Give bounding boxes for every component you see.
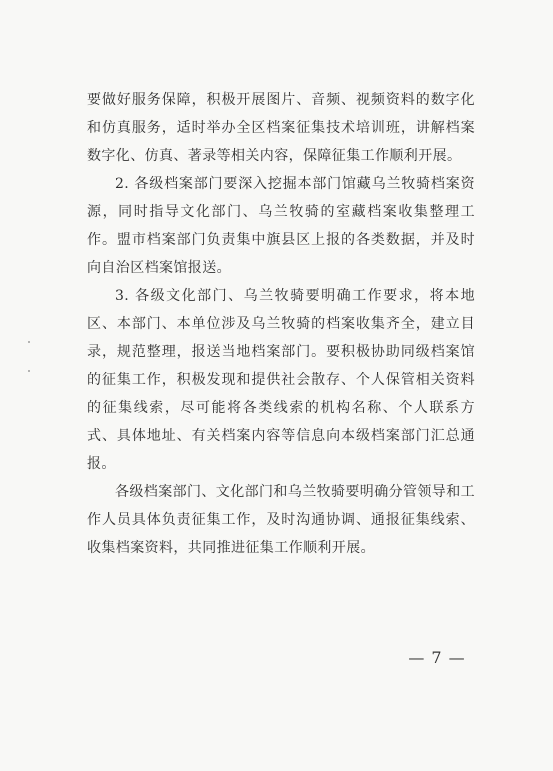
paragraph-closing: 各级档案部门、文化部门和乌兰牧骑要明确分管领导和工作人员具体负责征集工作，及时沟通协调、通报征集线索、收集档案资料，共同推进征集工作顺利开展。: [87, 484, 475, 556]
scan-mark-dot: [28, 341, 30, 343]
scan-mark-dot: [28, 370, 30, 372]
paragraph-item-3: 3. 各级文化部门、乌兰牧骑要明确工作要求，将本地区、本部门、本单位涉及乌兰牧骑的档案收集齐全，建立目录，规范整理，报送当地档案部门。要积极协助同级档案馆的征集工作，积极发现和提供社会散存、个人保管相关资料的征集线索，尽可能将各类线索的机构名称、个人联系方式、具体地址、有关档案内容等信息向本级档案部门汇总通报。: [87, 288, 475, 472]
document-body: [87, 86, 475, 562]
paragraph-item-2: 2. 各级档案部门要深入挖掘本部门馆藏乌兰牧骑档案资源，同时指导文化部门、乌兰牧骑的室藏档案收集整理工作。盟市档案部门负责集中旗县区上报的各类数据，并及时向自治区档案馆报送。: [87, 176, 475, 276]
page-number: — 7 —: [408, 648, 466, 667]
paragraph-continuation: 要做好服务保障，积极开展图片、音频、视频资料的数字化和仿真服务，适时举办全区档案征集技术培训班，讲解档案数字化、仿真、著录等相关内容，保障征集工作顺利开展。: [87, 92, 475, 164]
